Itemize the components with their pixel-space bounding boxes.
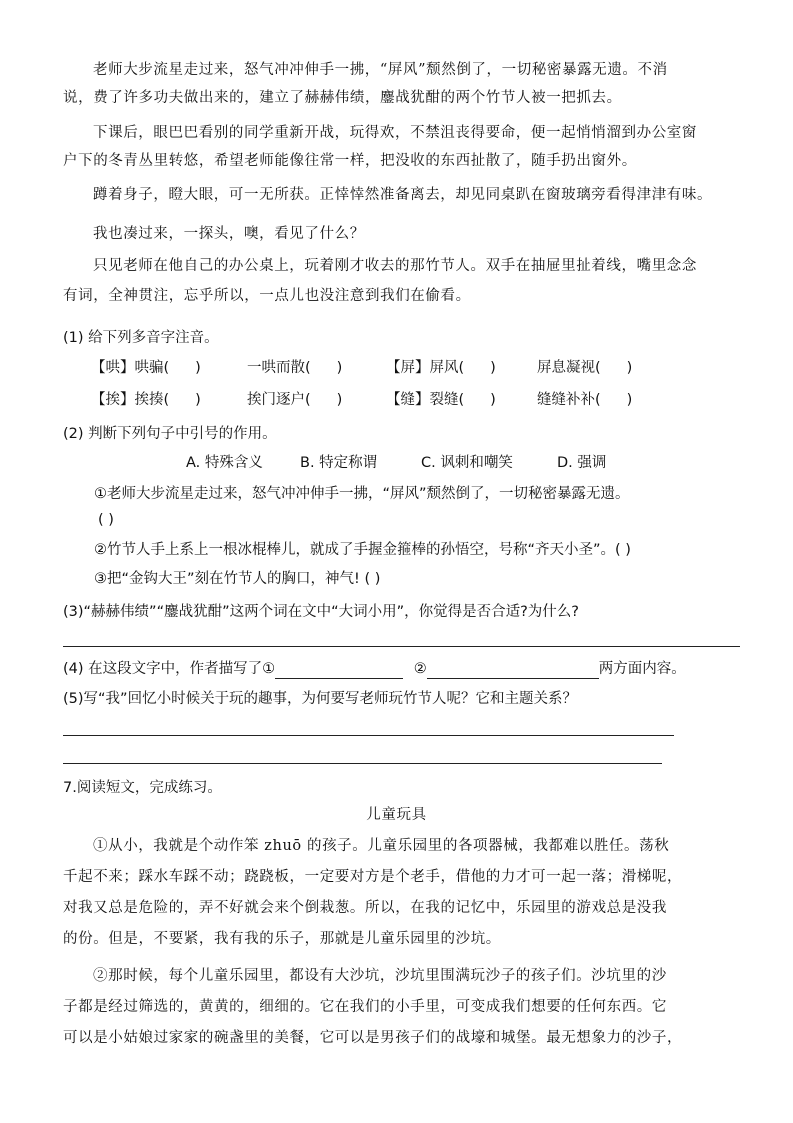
question-1-stem: (1) 给下列多音字注音。 bbox=[63, 330, 219, 346]
answer-blank-1[interactable] bbox=[275, 662, 403, 679]
pinyin-item: 【屏】屏风( ) bbox=[386, 360, 496, 376]
passage-line: 说，费了许多功夫做出来的，建立了赫赫伟绩，鏖战犹酣的两个竹节人被一把抓去。 bbox=[63, 90, 622, 106]
pinyin-item: 【缝】裂缝( ) bbox=[386, 392, 496, 408]
sentence-2: ②竹节人手上系上一根冰棍棒儿，就成了手握金箍棒的孙悟空，号称“齐天小圣”。( ) bbox=[94, 542, 631, 558]
pinyin-item: 一哄而散( ) bbox=[247, 360, 343, 376]
pinyin-item: 缝缝补补( ) bbox=[537, 392, 633, 408]
answer-line[interactable] bbox=[63, 763, 662, 764]
question-4: (4) 在这段文字中，作者描写了① ② 两方面内容。 bbox=[63, 661, 686, 677]
passage-line: 我也凑过来，一探头，噢，看见了什么？ bbox=[93, 226, 365, 242]
sentence-1: ①老师大步流星走过来，怒气冲冲伸手一拂，“屏风”颓然倒了，一切秘密暴露无遗。 bbox=[94, 486, 630, 502]
pinyin-item: 【哄】哄骗( ) bbox=[91, 360, 201, 376]
passage-line: 下课后，眼巴巴看别的同学重新开战，玩得欢，不禁沮丧得要命，便一起悄悄溜到办公室窗 bbox=[93, 125, 697, 141]
question-5-stem: (5)写“我”回忆小时候关于玩的趣事，为何要写老师玩竹节人呢？它和主题关系？ bbox=[63, 691, 578, 707]
answer-paren[interactable]: ( ) bbox=[98, 512, 114, 528]
passage-line: 蹲着身子，瞪大眼，可一无所获。正悻悻然准备离去，却见同桌趴在窗玻璃旁看得津津有味。 bbox=[93, 187, 713, 203]
passage-line: 有词，全神贯注，忘乎所以，一点儿也没注意到我们在偷看。 bbox=[63, 288, 471, 304]
pinyin-item: 挨门逐户( ) bbox=[247, 392, 343, 408]
section-7-heading: 7.阅读短文，完成练习。 bbox=[63, 780, 222, 796]
article-line: 的份。但是，不要紧，我有我的乐子，那就是儿童乐园里的沙坑。 bbox=[63, 931, 501, 947]
question-2-stem: (2) 判断下列句子中引号的作用。 bbox=[63, 426, 277, 442]
answer-blank-2[interactable] bbox=[427, 662, 599, 679]
article-line: ②那时候，每个儿童乐园里，都设有大沙坑，沙坑里围满玩沙子的孩子们。沙坑里的沙 bbox=[93, 968, 667, 984]
passage-line: 户下的冬青丛里转悠，希望老师能像往常一样，把没收的东西扯散了，随手扔出窗外。 bbox=[63, 153, 637, 169]
article-line: 千起不来；踩水车踩不动；跷跷板，一定要对方是个老手，借他的力才可一起一落；滑梯呢， bbox=[63, 869, 683, 885]
option-b: B. 特定称谓 bbox=[300, 455, 378, 471]
answer-line[interactable] bbox=[63, 646, 740, 647]
option-a: A. 特殊含义 bbox=[186, 455, 263, 471]
option-c: C. 讽刺和嘲笑 bbox=[421, 455, 513, 471]
answer-line[interactable] bbox=[63, 735, 674, 736]
pinyin-item: 【挨】挨揍( ) bbox=[91, 392, 201, 408]
pinyin-item: 屏息凝视( ) bbox=[537, 360, 633, 376]
passage-line: 只见老师在他自己的办公桌上，玩着刚才收去的那竹节人。双手在抽屉里扯着线，嘴里念念 bbox=[93, 258, 697, 274]
article-line: 子都是经过筛选的，黄黄的，细细的。它在我们的小手里，可变成我们想要的任何东西。它 bbox=[63, 999, 667, 1015]
sentence-3: ③把“金钩大王”刻在竹节人的胸口，神气! ( ) bbox=[94, 571, 381, 587]
question-3-stem: (3)“赫赫伟绩”“鏖战犹酣”这两个词在文中“大词小用”，你觉得是否合适?为什么? bbox=[63, 604, 580, 620]
article-line: ①从小，我就是个动作笨 zhuō 的孩子。儿童乐园里的各项器械，我都难以胜任。荡秋 bbox=[93, 838, 670, 854]
article-title: 儿童玩具 bbox=[366, 807, 427, 823]
option-d: D. 强调 bbox=[557, 455, 607, 471]
passage-line: 老师大步流星走过来，怒气冲冲伸手一拂，“屏风”颓然倒了，一切秘密暴露无遗。不消 bbox=[93, 62, 668, 78]
article-line: 对我又总是危险的，弄不好就会来个倒栽葱。所以，在我的记忆中，乐园里的游戏总是没我 bbox=[63, 900, 667, 916]
article-line: 可以是小姑娘过家家的碗盏里的美餐，它可以是男孩子们的战壕和城堡。最无想象力的沙子， bbox=[63, 1030, 683, 1046]
